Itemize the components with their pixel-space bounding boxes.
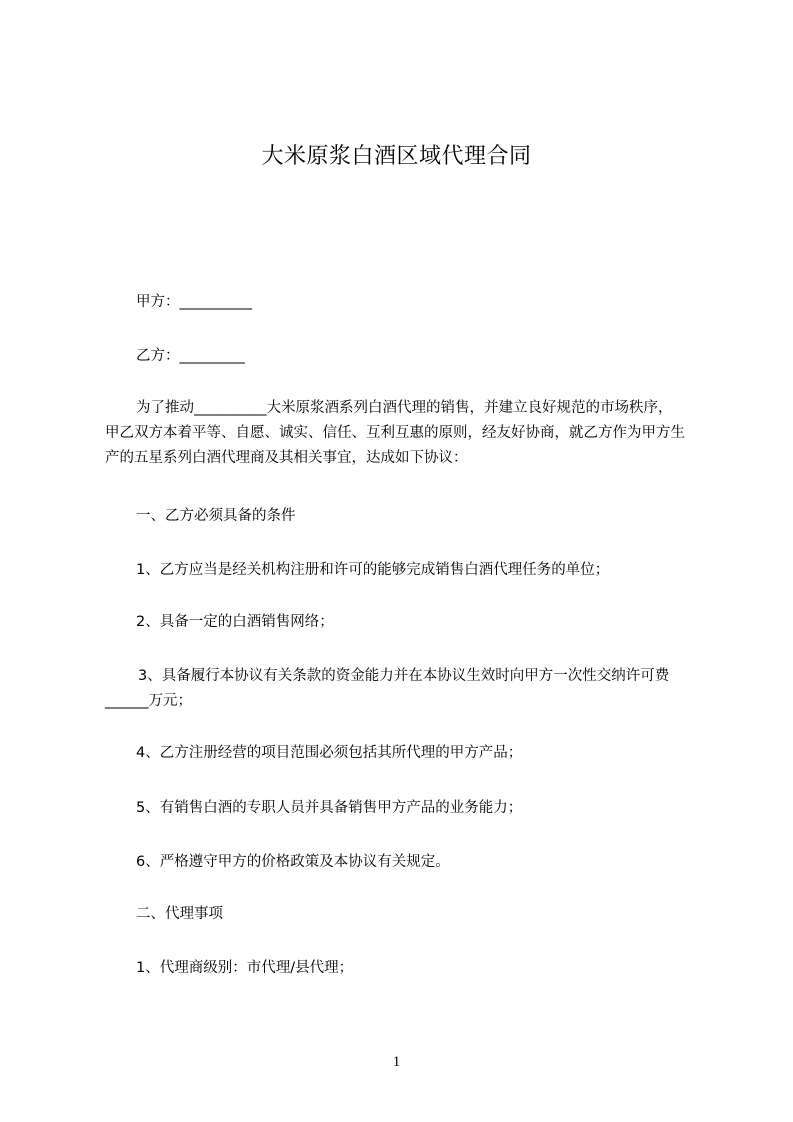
section-1-item: 3、具备履行本协议有关条款的资金能力并在本协议生效时向甲方一次性交纳许可费______万元； (105, 668, 670, 709)
section-1-item: 2、具备一定的白酒销售网络； (136, 614, 334, 630)
section-1-item: 1、乙方应当是经关机构注册和许可的能够完成销售白酒代理任务的单位； (136, 562, 610, 578)
party-a-line: 甲方：__________ (136, 294, 252, 310)
section-2-heading: 二、代理事项 (136, 906, 223, 922)
party-b-line: 乙方：_________ (136, 348, 245, 364)
page-number: 1 (392, 1054, 401, 1070)
preamble-paragraph: 为了推动__________大米原浆酒系列白酒代理的销售，并建立良好规范的市场秩序，甲乙双方本着平等、自愿、诚实、信任、互利互惠的原则，经友好协商，就乙方作为甲方生产的五星系列白酒代理商及其相关事宜，达成如下协议： (105, 400, 685, 466)
document-title: 大米原浆白酒区域代理合同 (261, 144, 532, 169)
section-1-heading: 一、乙方必须具备的条件 (136, 508, 296, 524)
section-1-item: 6、严格遵守甲方的价格政策及本协议有关规定。 (136, 854, 450, 870)
section-1-item: 4、乙方注册经营的项目范围必须包括其所代理的甲方产品； (136, 745, 523, 761)
section-1-item: 5、有销售白酒的专职人员并具备销售甲方产品的业务能力； (136, 800, 523, 816)
section-2-item: 1、代理商级别：市代理/县代理； (136, 960, 354, 976)
